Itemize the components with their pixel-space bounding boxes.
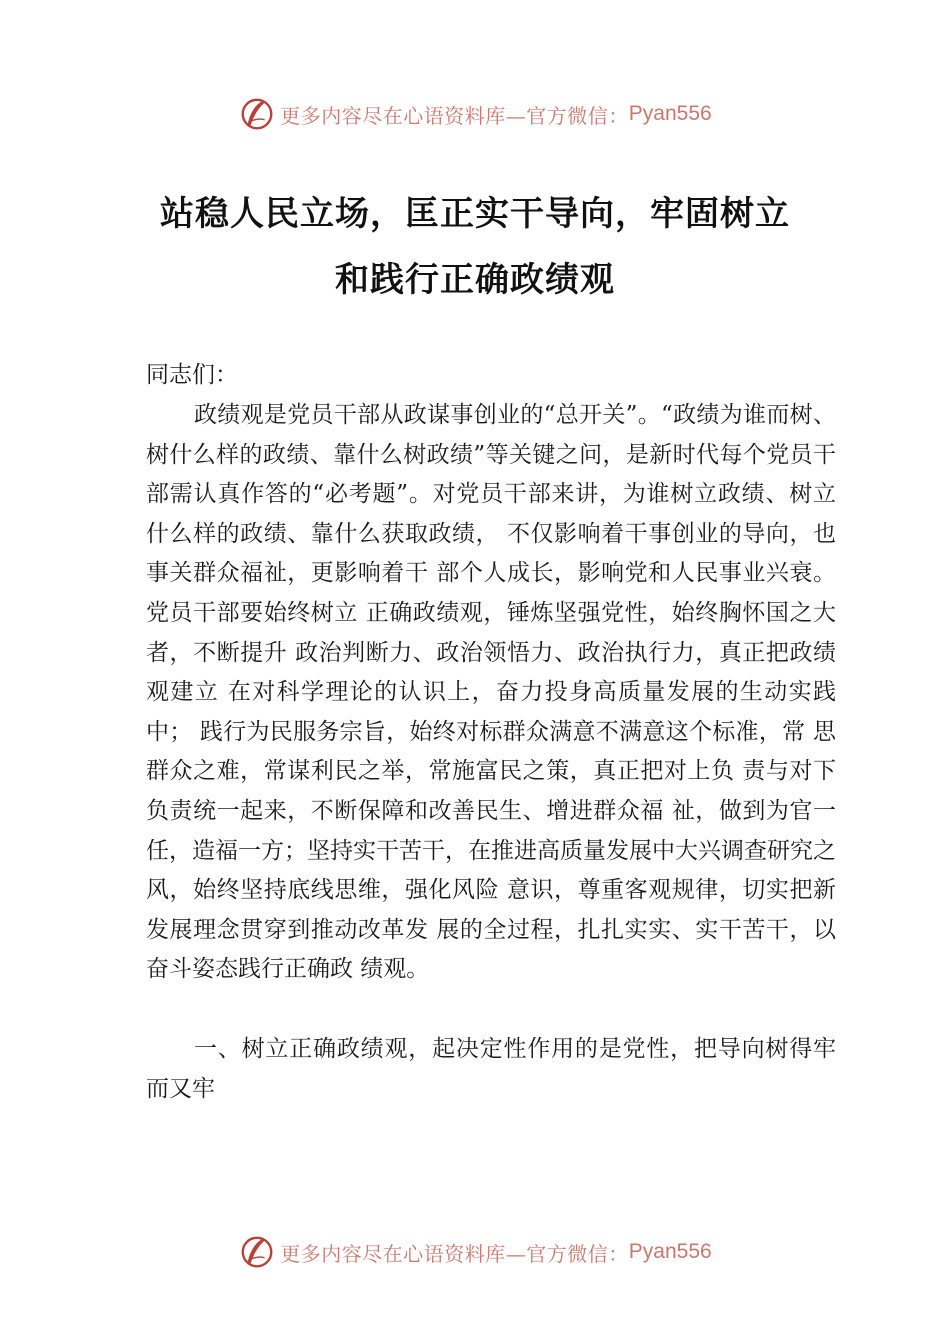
document-title-line-2: 和践行正确政绩观	[335, 260, 615, 300]
quill-pen-logo-icon	[238, 1233, 276, 1271]
footer-banner-text: 更多内容尽在心语资料库—官方微信：	[280, 1241, 629, 1266]
section-heading-1: 一、树立正确政绩观，起决定性作用的是党性，把导向树得牢而又牢	[146, 1036, 836, 1102]
paragraph-1: 政绩观是党员干部从政谋事创业的“总开关”。“政绩为谁而树、树什么样的政绩、靠什么树政绩”等关键之问，是新时代每个党员干部需认真作答的“必考题”。对党员干部来讲，为谁树立政绩、树立什么样的政绩、靠什么获取政绩， 不仅影响着干事创业的导向，也事关群众福祉，更影响着干 部个人成长，影响党和人民事业兴衰。党员干部要始终树立 正确政绩观，锤炼坚强党性，始终胸怀国之大者，不断提升 政治判断力、政治领悟力、政治执行力，真正把政绩观建立 在对科学理论的认识上，奋力投身高质量发展的生动实践中； 践行为民服务宗旨，始终对标群众满意不满意这个标准，常 思群众之难，常谋利民之举，常施富民之策，真正把对上负 责与对下负责统一起来，不断保障和改善民生、增进群众福 祉，做到为官一任，造福一方；坚持实干苦干，在推进高质量发展中大兴调查研究之风，始终坚持底线思维，强化风险 意识，尊重客观规律，切实把新发展理念贯穿到推动改革发 展的全过程，扎扎实实、实干苦干，以奋斗姿态践行正确政 绩观。	[146, 402, 836, 983]
banner-text: 更多内容尽在心语资料库—官方微信：	[280, 103, 629, 128]
document-title-line-1: 站稳人民立场，匡正实干导向，牢固树立	[160, 194, 790, 234]
footer-banner-wechat-id: Pyan556	[628, 1240, 712, 1263]
quill-pen-logo-icon	[238, 95, 276, 133]
section-heading	[146, 1030, 836, 1109]
body-paragraph	[146, 396, 836, 990]
header-banner	[0, 92, 950, 136]
banner-wechat-id: Pyan556	[628, 102, 712, 125]
salutation: 同志们：	[146, 362, 238, 388]
footer-banner	[0, 1230, 950, 1274]
